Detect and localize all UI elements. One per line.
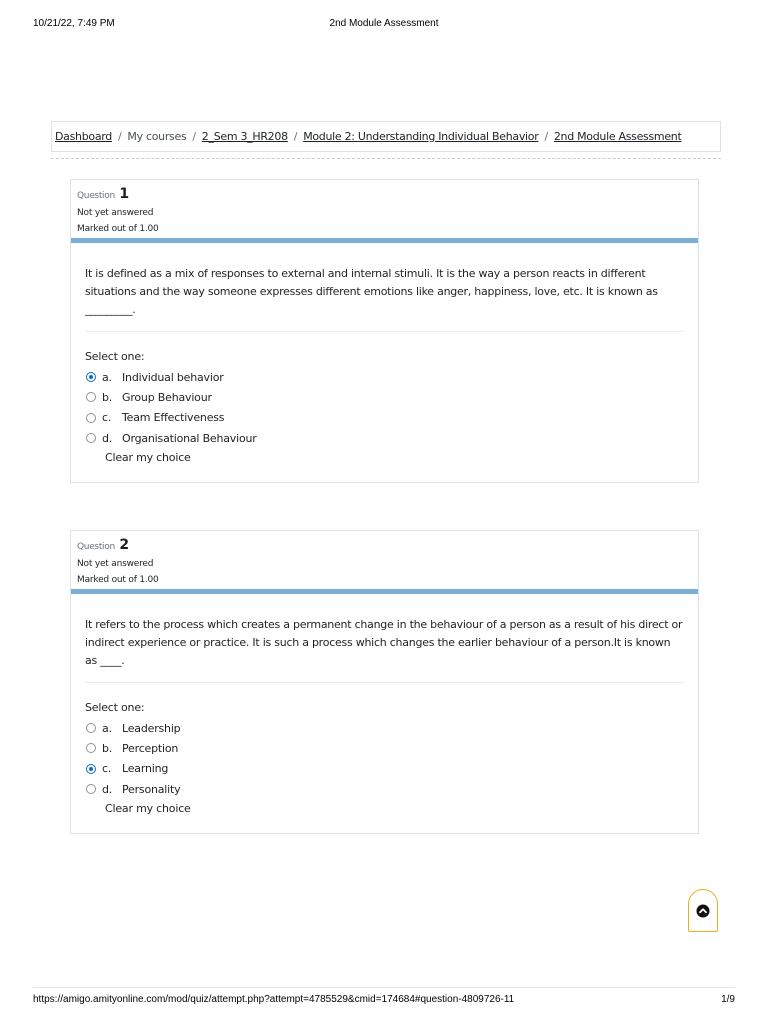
question-info	[71, 531, 698, 589]
option-label[interactable]: Individual behavior	[122, 370, 224, 384]
question-state: Not yet answered	[77, 208, 154, 218]
page-url: https://amigo.amityonline.com/mod/quiz/attempt.php?attempt=4785529&cmid=174684#question-4809726-11	[33, 994, 515, 1005]
footer-divider	[33, 987, 735, 988]
option-letter: b.	[102, 741, 113, 755]
radio-button[interactable]	[86, 372, 96, 382]
breadcrumb-dashboard[interactable]: Dashboard	[55, 130, 112, 143]
page-number: 1/9	[721, 994, 735, 1005]
option-letter: d.	[102, 431, 113, 445]
breadcrumb-module[interactable]: Module 2: Understanding Individual Behavior	[303, 130, 539, 143]
print-header	[33, 18, 735, 32]
question-card-1	[70, 179, 699, 483]
radio-button[interactable]	[86, 392, 96, 402]
back-to-top-button[interactable]	[688, 889, 718, 932]
option-label[interactable]: Team Effectiveness	[122, 411, 225, 425]
radio-button[interactable]	[86, 723, 96, 733]
chevron-up-circle-icon	[696, 904, 710, 918]
answer-option-b[interactable]	[85, 738, 684, 758]
option-letter: a.	[102, 370, 112, 384]
breadcrumb-assessment[interactable]: 2nd Module Assessment	[553, 130, 682, 143]
option-letter: b.	[102, 390, 113, 404]
option-label[interactable]: Group Behaviour	[122, 390, 212, 404]
radio-button[interactable]	[86, 743, 96, 753]
answer-option-c[interactable]	[85, 408, 684, 428]
option-letter: a.	[102, 721, 112, 735]
radio-button[interactable]	[86, 413, 96, 423]
option-letter: c.	[102, 762, 112, 776]
breadcrumb-separator: /	[192, 130, 196, 143]
option-label[interactable]: Learning	[122, 762, 169, 776]
question-number-value: 2	[119, 537, 129, 553]
option-label[interactable]: Personality	[122, 782, 181, 796]
section-divider	[51, 158, 721, 159]
answer-options	[85, 718, 684, 799]
question-grade: Marked out of 1.00	[77, 575, 159, 585]
question-info	[71, 180, 698, 238]
question-card-2	[70, 530, 699, 834]
breadcrumb	[51, 121, 721, 152]
question-grade: Marked out of 1.00	[77, 224, 159, 234]
print-title: 2nd Module Assessment	[329, 18, 439, 29]
breadcrumb-separator: /	[117, 130, 122, 143]
question-content	[71, 594, 698, 815]
breadcrumb-my-courses: My courses	[127, 130, 187, 143]
question-label: Question	[77, 191, 115, 201]
question-number	[77, 186, 692, 202]
breadcrumb-separator: /	[544, 130, 548, 143]
option-label[interactable]: Leadership	[122, 721, 181, 735]
print-footer	[33, 994, 735, 1008]
answer-option-a[interactable]	[85, 367, 684, 387]
radio-button[interactable]	[86, 784, 96, 794]
radio-button[interactable]	[86, 433, 96, 443]
question-content	[71, 243, 698, 464]
option-letter: d.	[102, 782, 113, 796]
radio-button[interactable]	[86, 764, 96, 774]
select-prompt: Select one:	[85, 350, 145, 363]
print-date: 10/21/22, 7:49 PM	[33, 18, 115, 29]
question-number-value: 1	[119, 186, 129, 202]
answer-option-d[interactable]	[85, 779, 684, 799]
option-label[interactable]: Perception	[122, 741, 179, 755]
select-prompt: Select one:	[85, 701, 145, 714]
question-label: Question	[77, 542, 115, 552]
answer-options	[85, 367, 684, 448]
answer-option-c[interactable]	[85, 759, 684, 779]
answer-option-b[interactable]	[85, 387, 684, 407]
option-label[interactable]: Organisational Behaviour	[122, 431, 257, 445]
question-text: It is defined as a mix of responses to external and internal stimuli. It is the way a person reacts in different situations and the way someone expresses different emotions like anger, happiness, love, etc. It is known as _________.	[85, 265, 684, 332]
question-text: It refers to the process which creates a permanent change in the behaviour of a person as a result of his direct or indirect experience or practice. It is such a process which changes the earlier behaviour of a person.It is known as ____.	[85, 616, 684, 683]
breadcrumb-course[interactable]: 2_Sem 3_HR208	[201, 130, 288, 143]
option-letter: c.	[102, 411, 112, 425]
answer-option-a[interactable]	[85, 718, 684, 738]
clear-choice-link[interactable]: Clear my choice	[105, 451, 191, 465]
question-state: Not yet answered	[77, 559, 154, 569]
answer-option-d[interactable]	[85, 428, 684, 448]
question-number	[77, 537, 692, 553]
clear-choice-link[interactable]: Clear my choice	[105, 802, 191, 816]
breadcrumb-separator: /	[293, 130, 298, 143]
